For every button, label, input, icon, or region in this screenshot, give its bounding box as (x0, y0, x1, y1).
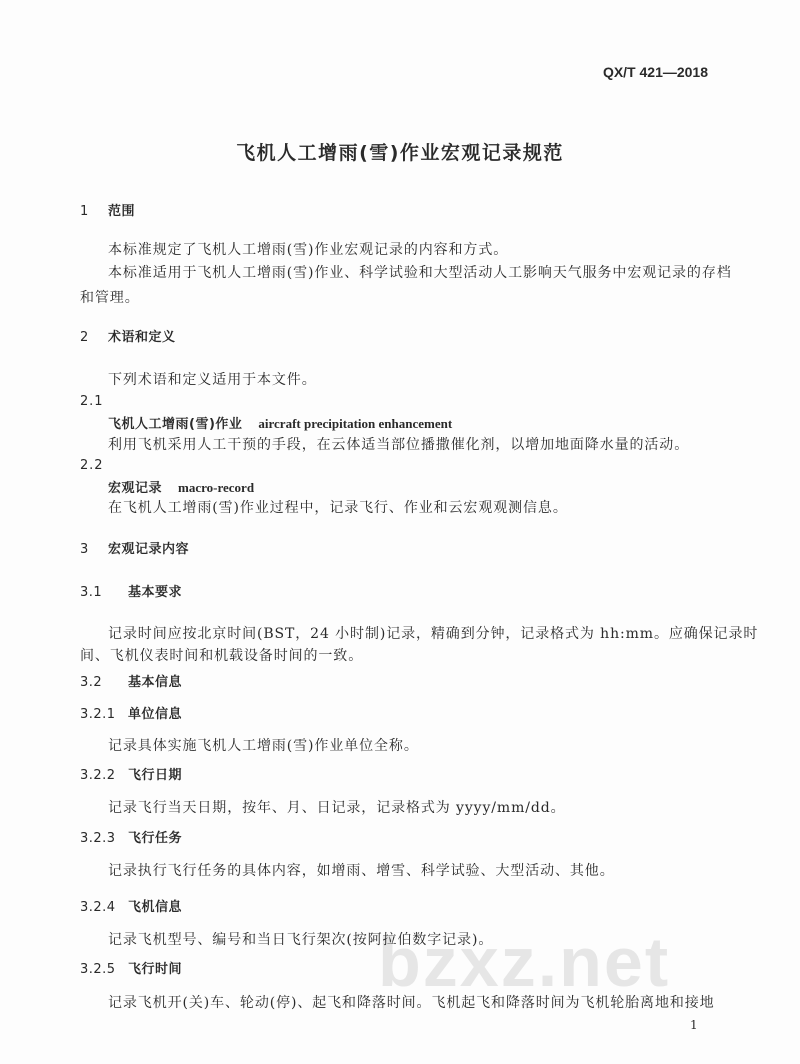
subsection-heading (80, 706, 182, 724)
section-number: 3.2.1 (80, 707, 116, 722)
section-title: 基本要求 (128, 585, 183, 600)
section-title: 飞行时间 (128, 962, 183, 977)
section-number: 3.1 (80, 585, 103, 600)
section-number: 2 (80, 330, 89, 345)
watermark: bzxz.net (378, 923, 671, 1001)
paragraph: 记录飞行当天日期，按年、月、日记录，记录格式为 yyyy/mm/dd。 (108, 800, 566, 816)
paragraph: 记录执行飞行任务的具体内容，如增雨、增雪、科学试验、大型活动、其他。 (108, 863, 615, 879)
section-title: 飞行日期 (128, 768, 183, 783)
term-definition: 利用飞机采用人工干预的手段，在云体适当部位播撒催化剂，以增加地面降水量的活动。 (108, 437, 690, 453)
paragraph: 本标准规定了飞机人工增雨(雪)作业宏观记录的内容和方式。 (108, 242, 509, 258)
subsection-heading (80, 767, 182, 785)
term-heading (108, 415, 452, 434)
term-definition: 在飞机人工增雨(雪)作业过程中，记录飞行、作业和云宏观观测信息。 (108, 500, 568, 516)
section-number: 3.2.2 (80, 768, 116, 783)
section-title: 飞机信息 (128, 900, 183, 915)
section-title: 单位信息 (128, 707, 183, 722)
section-title: 术语和定义 (108, 330, 176, 345)
standard-number: QX/T 421—2018 (602, 64, 708, 80)
term-number: 2.2 (80, 458, 104, 473)
section-number: 3.2.4 (80, 900, 116, 915)
term-zh: 飞机人工增雨(雪)作业 (108, 417, 243, 432)
section-number: 3.2.3 (80, 831, 116, 846)
term-en: macro-record (178, 480, 255, 495)
subsection-heading (80, 674, 182, 692)
section-number: 3.2 (80, 675, 103, 690)
section-1-heading (80, 203, 135, 221)
page-number: 1 (690, 1018, 698, 1032)
subsection-heading (80, 899, 182, 917)
paragraph-continuation: 和管理。 (80, 290, 140, 306)
term-number: 2.1 (80, 394, 104, 409)
paragraph: 本标准适用于飞机人工增雨(雪)作业、科学试验和大型活动人工影响天气服务中宏观记录的存档 (108, 265, 732, 281)
paragraph-continuation: 间、飞机仪表时间和机载设备时间的一致。 (80, 648, 364, 664)
paragraph: 下列术语和定义适用于本文件。 (108, 372, 317, 388)
section-title: 飞行任务 (128, 831, 183, 846)
section-number: 1 (80, 204, 89, 219)
paragraph: 记录时间应按北京时间(BST，24 小时制)记录，精确到分钟，记录格式为 hh:mm。应确保记录时 (108, 626, 759, 642)
document-title: 飞机人工增雨(雪)作业宏观记录规范 (236, 142, 564, 164)
subsection-heading (80, 584, 182, 602)
term-heading (108, 479, 254, 498)
paragraph: 记录飞机开(关)车、轮动(停)、起飞和降落时间。飞机起飞和降落时间为飞机轮胎离地和接地 (108, 995, 715, 1011)
term-en: aircraft precipitation enhancement (258, 416, 453, 431)
section-number: 3 (80, 542, 89, 557)
paragraph: 记录具体实施飞机人工增雨(雪)作业单位全称。 (108, 738, 419, 754)
section-3-heading (80, 541, 189, 559)
term-zh: 宏观记录 (108, 481, 163, 496)
subsection-heading (80, 830, 182, 848)
section-number: 3.2.5 (80, 962, 116, 977)
section-title: 基本信息 (128, 675, 183, 690)
section-title: 范围 (108, 204, 136, 219)
paragraph: 记录飞机型号、编号和当日飞行架次(按阿拉伯数字记录)。 (108, 932, 494, 948)
section-2-heading (80, 329, 176, 347)
section-title: 宏观记录内容 (108, 542, 190, 557)
subsection-heading (80, 961, 182, 979)
